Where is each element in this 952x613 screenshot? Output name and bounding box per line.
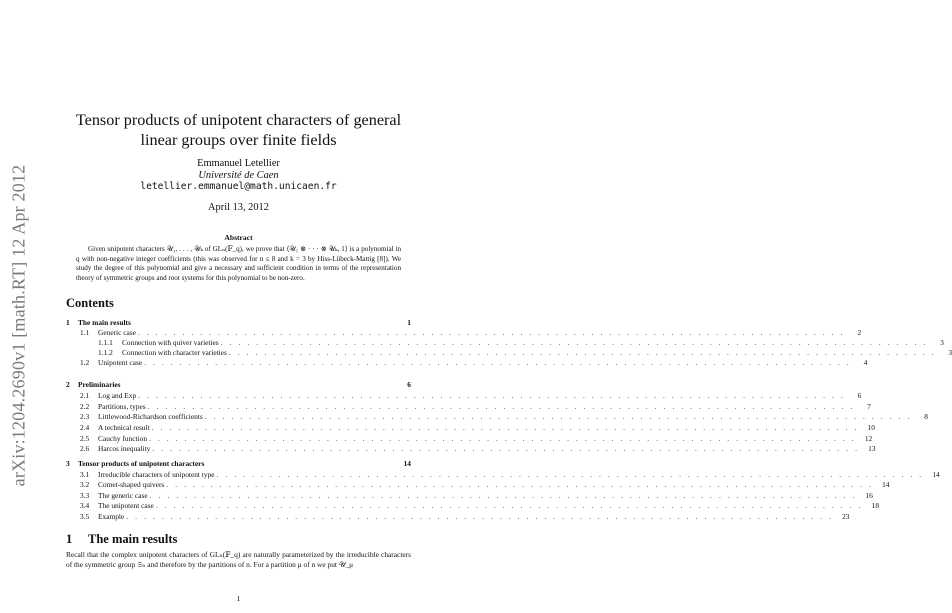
toc-entry-number: 3 [66,459,70,468]
toc-entry-page: 23 [842,512,850,521]
toc-entry-title: Log and Exp [98,391,137,400]
paper-title: Tensor products of unipotent characters of general linear groups over finite fields [75,111,402,149]
toc-entry-page: 1 [407,318,411,327]
toc-entry-page: 6 [407,380,411,389]
toc-subsection-entry[interactable] [66,348,952,358]
toc-leader-dots: . . . . . . . . . . . . . . . . . . . . . . . . . . . . . . . . . . . . . . . . . . . . . . . . . . . . . . . . . . . . . . . . . . . . . . . . . . . . . . . . [216,470,924,479]
toc-entry-title: Generic case [98,328,136,337]
toc-entry-title: Unipotent case [98,358,143,367]
toc-section-entry[interactable] [66,318,411,328]
toc-entry-page: 3 [948,348,952,357]
section-number: 1 [66,532,73,546]
toc-entry-number: 3.4 [80,501,90,510]
toc-subsection-entry[interactable] [66,412,928,422]
toc-entry-page: 16 [865,491,873,500]
toc-leader-dots: . . . . . . . . . . . . . . . . . . . . . . . . . . . . . . . . . . . . . . . . . . . . . . . . . . . . . . . . . . . . . . . . . . . . . . . . . . . . . . . . [126,512,834,521]
toc-entry-title: Connection with character varieties [122,348,227,357]
toc-subsection-entry[interactable] [66,402,871,412]
section-heading [66,532,177,547]
toc-leader-dots: . . . . . . . . . . . . . . . . . . . . . . . . . . . . . . . . . . . . . . . . . . . . . . . . . . . . . . . . . . . . . . . . . . . . . . . . . . . . . . . . [144,358,852,367]
toc-entry-page: 14 [403,459,411,468]
toc-entry-title: Tensor products of unipotent characters [78,459,205,468]
toc-entry-page: 2 [857,328,862,337]
toc-entry-title: Comet-shaped quivers [98,480,165,489]
toc-entry-number: 2.1 [80,391,90,400]
toc-leader-dots: . . . . . . . . . . . . . . . . . . . . . . . . . . . . . . . . . . . . . . . . . . . . . . . . . . . . . . . . . . . . . . . . . . . . . . . . . . . . . . . . [137,328,846,337]
toc-entry-page: 12 [864,434,873,443]
toc-subsection-entry[interactable] [66,501,880,511]
toc-entry-page: 14 [932,470,940,479]
toc-subsection-entry[interactable] [66,423,875,433]
toc-entry-title: Connection with quiver varieties [122,338,219,347]
toc-entry-title: Harcos inequality [98,444,151,453]
toc-subsection-entry[interactable] [66,480,890,490]
toc-leader-dots: . . . . . . . . . . . . . . . . . . . . . . . . . . . . . . . . . . . . . . . . . . . . . . . . . . . . . . . . . . . . . . . . . . . . . . . . . . . . . . . . [204,412,912,421]
toc-entry-number: 2.2 [80,402,90,411]
author-affiliation: Université de Caen [198,170,279,181]
toc-leader-dots: . . . . . . . . . . . . . . . . . . . . . . . . . . . . . . . . . . . . . . . . . . . . . . . . . . . . . . . . . . . . . . . . . . . . . . . . . . . . . . . . [151,423,859,432]
toc-entry-title: The main results [78,318,131,327]
toc-entry-page: 4 [863,358,868,367]
toc-entry-title: Littlewood-Richardson coefficients [98,412,203,421]
toc-entry-number: 1.1.1 [98,338,113,347]
toc-section-entry[interactable] [66,380,411,390]
paper-date: April 13, 2012 [208,202,269,213]
toc-entry-title: The generic case [98,491,148,500]
abstract-text: Given unipotent characters 𝒰₁, . . . , 𝒰ₖ of GLₙ(𝔽_q), we prove that ⟨𝒰₁ ⊗ · · · ⊗ 𝒰ₖ, 1⟩ is a polynomial in q with non-negative integer coefficients (this was observed for n ≤ 8 and k = 3 by Hiss-Lübeck-Mattig [8]). We study the degree of this polynomial and give a necessary and sufficient condition in terms of the representation theory of symmetric groups and root systems for this polynomial to be non-zero. [76,245,401,282]
toc-entry-page: 3 [940,338,944,347]
toc-entry-title: Cauchy function [98,434,148,443]
toc-leader-dots: . . . . . . . . . . . . . . . . . . . . . . . . . . . . . . . . . . . . . . . . . . . . . . . . . . . . . . . . . . . . . . . . . . . . . . . . . . . . . . . . [166,480,874,489]
toc-subsection-entry[interactable] [66,358,868,368]
toc-leader-dots: . . . . . . . . . . . . . . . . . . . . . . . . . . . . . . . . . . . . . . . . . . . . . . . . . . . . . . . . . . . . . . . . . . . . . . . . . . . . . . . . [220,338,928,347]
toc-entry-page: 14 [882,480,890,489]
toc-subsection-entry[interactable] [66,391,862,401]
toc-entry-title: Irreducible characters of unipotent type [98,470,215,479]
abstract-heading: Abstract [224,233,253,242]
toc-entry-page: 8 [924,412,928,421]
toc-entry-number: 1 [66,318,70,327]
toc-entry-number: 1.2 [80,358,90,367]
toc-leader-dots: . . . . . . . . . . . . . . . . . . . . . . . . . . . . . . . . . . . . . . . . . . . . . . . . . . . . . . . . . . . . . . . . . . . . . . . . . . . . . . . . [149,491,857,500]
toc-subsection-entry[interactable] [66,338,944,348]
toc-entry-number: 3.3 [80,491,90,500]
toc-entry-number: 3.2 [80,480,90,489]
toc-leader-dots: . . . . . . . . . . . . . . . . . . . . . . . . . . . . . . . . . . . . . . . . . . . . . . . . . . . . . . . . . . . . . . . . . . . . . . . . . . . . . . . . [228,348,937,357]
toc-entry-number: 1.1.2 [98,348,113,357]
page-number: 1 [236,594,241,603]
toc-entry-title: Example [98,512,125,521]
toc-subsection-entry[interactable] [66,470,940,480]
author-name: Emmanuel Letellier [197,158,280,169]
toc-entry-number: 1.1 [80,328,90,337]
toc-subsection-entry[interactable] [66,512,850,522]
toc-entry-number: 2.4 [80,423,90,432]
toc-subsection-entry[interactable] [66,328,862,338]
section-body-text: Recall that the complex unipotent characters of GLₙ(𝔽_q) are naturally parameterized by the irreducible characters of the symmetric group 𝔖ₙ and therefore by the partitions of n. For a partition μ of n we put 𝒰_μ [66,550,411,570]
toc-entry-number: 3.1 [80,470,90,479]
toc-entry-number: 2 [66,380,70,389]
toc-leader-dots: . . . . . . . . . . . . . . . . . . . . . . . . . . . . . . . . . . . . . . . . . . . . . . . . . . . . . . . . . . . . . . . . . . . . . . . . . . . . . . . . [152,444,860,453]
toc-entry-number: 2.3 [80,412,90,421]
arxiv-identifier-text: arXiv:1204.2690v1 [math.RT] 12 Apr 2012 [8,164,29,486]
toc-entry-title: The unipotent case [98,501,154,510]
toc-entry-page: 13 [868,444,876,453]
toc-entry-page: 10 [867,423,875,432]
toc-entry-page: 7 [867,402,871,411]
toc-leader-dots: . . . . . . . . . . . . . . . . . . . . . . . . . . . . . . . . . . . . . . . . . . . . . . . . . . . . . . . . . . . . . . . . . . . . . . . . . . . . . . . . [147,402,855,411]
toc-leader-dots: . . . . . . . . . . . . . . . . . . . . . . . . . . . . . . . . . . . . . . . . . . . . . . . . . . . . . . . . . . . . . . . . . . . . . . . . . . . . . . . . [155,501,864,510]
toc-subsection-entry[interactable] [66,491,873,501]
author-email[interactable]: letellier.emmanuel@math.unicaen.fr [140,181,337,192]
toc-section-entry[interactable] [66,459,411,469]
toc-entry-number: 2.5 [80,434,90,443]
toc-entry-title: Preliminaries [78,380,121,389]
toc-subsection-entry[interactable] [66,434,873,444]
toc-entry-number: 3.5 [80,512,90,521]
section-title: The main results [88,532,178,546]
toc-entry-title: A technical result [98,423,150,432]
toc-entry-page: 6 [857,391,862,400]
toc-subsection-entry[interactable] [66,444,876,454]
contents-heading: Contents [66,296,114,310]
toc-entry-number: 2.6 [80,444,90,453]
toc-entry-page: 18 [871,501,880,510]
arxiv-identifier-stamp [2,140,36,510]
toc-leader-dots: . . . . . . . . . . . . . . . . . . . . . . . . . . . . . . . . . . . . . . . . . . . . . . . . . . . . . . . . . . . . . . . . . . . . . . . . . . . . . . . . [149,434,857,443]
toc-leader-dots: . . . . . . . . . . . . . . . . . . . . . . . . . . . . . . . . . . . . . . . . . . . . . . . . . . . . . . . . . . . . . . . . . . . . . . . . . . . . . . . . [138,391,846,400]
toc-entry-title: Partitions, types [98,402,146,411]
